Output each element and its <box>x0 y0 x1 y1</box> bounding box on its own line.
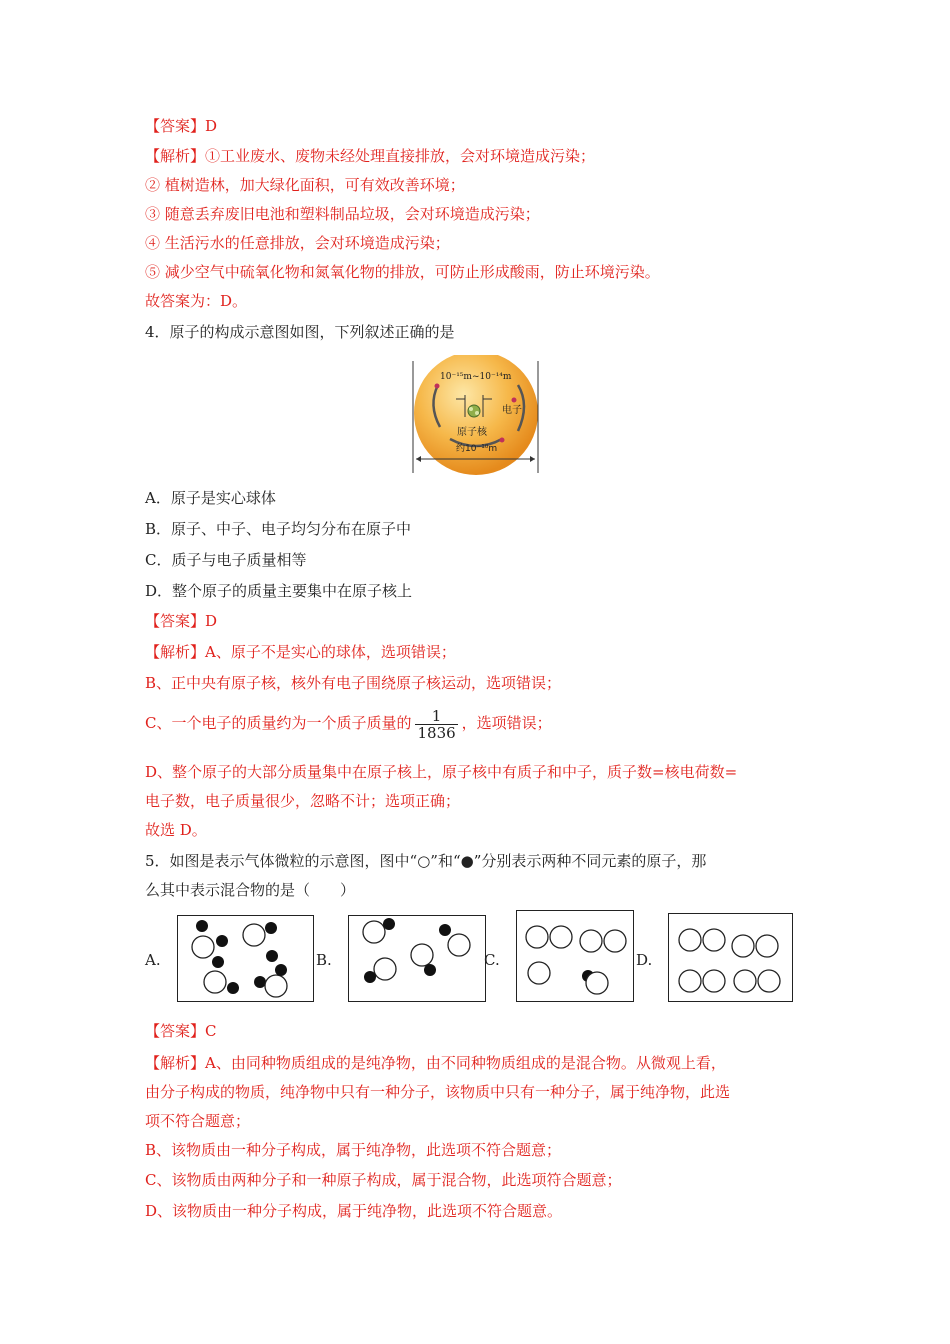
nucleus <box>468 405 480 417</box>
black-atom <box>364 971 376 983</box>
q5-analysis-line-1 <box>145 1053 726 1073</box>
answer-value: D <box>205 117 218 135</box>
q5-choice-d-figure <box>668 913 793 1006</box>
black-atom <box>212 956 224 968</box>
white-atom <box>580 930 602 952</box>
q5-stem-line-1: 5．如图是表示气体微粒的示意图，图中“○”和“●”分别表示两种不同元素的原子，那 <box>145 852 707 870</box>
particles-d <box>668 913 793 1002</box>
q5-analysis-line-4: B、该物质由一种分子构成，属于纯净物，此选项不符合题意； <box>145 1141 562 1159</box>
label-size: 约10⁻¹⁰m <box>456 444 498 454</box>
white-atom <box>734 970 756 992</box>
q3-analysis-line-5: ⑤ 减少空气中硫氧化物和氮氧化物的排放，可防止形成酸雨，防止环境污染。 <box>145 263 660 281</box>
answer-tag: 【答案】 <box>145 117 206 135</box>
black-atom <box>227 982 239 994</box>
q4-analysis-d-2: 电子数，电子质量很少，忽略不计；选项正确； <box>145 792 461 810</box>
black-atom <box>266 950 278 962</box>
electron-dot-2 <box>512 398 517 403</box>
q4-option-a: A．原子是实心球体 <box>145 489 276 507</box>
white-atom <box>756 935 778 957</box>
q5-choice-a-figure <box>177 915 314 1006</box>
electron-dot-3 <box>500 438 505 443</box>
white-atom <box>528 962 550 984</box>
nucleon-2 <box>475 411 479 415</box>
arrow-head-right <box>530 456 535 462</box>
atom-structure-figure <box>410 355 542 481</box>
white-atom <box>363 921 385 943</box>
q3-analysis-line-2: ② 植树造林，加大绿化面积，可有效改善环境； <box>145 176 465 194</box>
q4-conclusion: 故选 D。 <box>145 821 207 839</box>
particles-a <box>177 915 314 1002</box>
label-top: 10⁻¹⁵m~10⁻¹⁴m <box>440 372 512 382</box>
white-atom <box>265 975 287 997</box>
analysis-text: ①工业废水、废物未经处理直接排放，会对环境造成污染； <box>205 147 596 165</box>
fraction <box>415 708 457 741</box>
white-atom <box>448 934 470 956</box>
q3-analysis-line-3: ③ 随意丢弃废旧电池和塑料制品垃圾，会对环境造成污染； <box>145 205 540 223</box>
black-atom <box>196 920 208 932</box>
analysis-text: A、原子不是实心的球体，选项错误； <box>205 643 456 661</box>
q4-analysis-a <box>145 642 456 662</box>
white-atom <box>586 972 608 994</box>
white-atom <box>411 944 433 966</box>
q5-analysis-line-3: 项不符合题意； <box>145 1112 251 1130</box>
white-atom <box>192 936 214 958</box>
label-electron: 电子 <box>502 405 522 416</box>
answer-tag: 【答案】 <box>145 612 206 630</box>
arrow-head-left <box>416 456 421 462</box>
particles-b <box>348 915 486 1002</box>
q5-answer <box>145 1021 217 1041</box>
q5-choice-b-label: B. <box>316 951 332 969</box>
q4-option-d: D．整个原子的质量主要集中在原子核上 <box>145 582 413 600</box>
q3-conclusion: 故答案为：D。 <box>145 292 248 310</box>
q5-choice-a-label: A. <box>145 951 161 969</box>
q5-analysis-line-5: C、该物质由两种分子和一种原子构成，属于混合物，此选项符合题意； <box>145 1171 622 1189</box>
analysis-text: A、由同种物质组成的是纯净物，由不同种物质组成的是混合物。从微观上看， <box>205 1054 726 1072</box>
q5-stem-line-2: 么其中表示混合物的是（ ） <box>145 881 356 899</box>
q5-choice-c-label: C. <box>484 951 500 969</box>
black-atom <box>439 924 451 936</box>
particles-c <box>516 910 634 1002</box>
q5-analysis-line-6: D、该物质由一种分子构成，属于纯净物，此选项不符合题意。 <box>145 1202 563 1220</box>
q3-analysis-line-4: ④ 生活污水的任意排放，会对环境造成污染； <box>145 234 450 252</box>
answer-value: C <box>205 1022 217 1040</box>
q5-analysis-line-2: 由分子构成的物质，纯净物中只有一种分子，该物质中只有一种分子，属于纯净物，此选 <box>145 1083 731 1101</box>
q5-choice-b-figure <box>348 915 486 1006</box>
q4-option-b: B．原子、中子、电子均匀分布在原子中 <box>145 520 412 538</box>
frame <box>517 911 634 1002</box>
answer-value: D <box>205 612 218 630</box>
analysis-tag: 【解析】 <box>145 1054 206 1072</box>
atom-diagram <box>410 355 542 477</box>
black-atom <box>424 964 436 976</box>
black-atom <box>275 964 287 976</box>
q5-choice-d-label: D. <box>636 951 653 969</box>
white-atom <box>679 929 701 951</box>
white-atom <box>243 924 265 946</box>
white-atom <box>703 929 725 951</box>
white-atom <box>679 970 701 992</box>
q4-stem: 4．原子的构成示意图如图，下列叙述正确的是 <box>145 323 455 341</box>
q4-analysis-b: B、正中央有原子核，核外有电子围绕原子核运动，选项错误； <box>145 674 562 692</box>
analysis-tag: 【解析】 <box>145 147 206 165</box>
fraction-numerator: 1 <box>431 706 442 725</box>
q4-analysis-c <box>145 706 552 741</box>
white-atom <box>550 926 572 948</box>
white-atom <box>758 970 780 992</box>
q4-analysis-d-1: D、整个原子的大部分质量集中在原子核上，原子核中有质子和中子，质子数=核电荷数= <box>145 763 738 781</box>
q5-choice-c-figure <box>516 910 634 1006</box>
analysis-text: ，选项错误； <box>461 714 552 732</box>
nucleon-1 <box>469 407 473 411</box>
white-atom <box>732 935 754 957</box>
black-atom <box>265 922 277 934</box>
fraction-denominator: 1836 <box>417 723 456 742</box>
black-atom <box>216 935 228 947</box>
label-nucleus: 原子核 <box>457 427 487 438</box>
electron-dot-1 <box>435 384 440 389</box>
black-atom <box>254 976 266 988</box>
analysis-text: C、一个电子的质量约为一个质子质量的 <box>145 714 412 732</box>
black-atom <box>383 918 395 930</box>
q4-answer <box>145 611 217 631</box>
white-atom <box>374 958 396 980</box>
white-atom <box>204 971 226 993</box>
q3-analysis-line-1 <box>145 146 595 166</box>
analysis-tag: 【解析】 <box>145 643 206 661</box>
q4-option-c: C．质子与电子质量相等 <box>145 551 307 569</box>
answer-tag: 【答案】 <box>145 1022 206 1040</box>
white-atom <box>526 926 548 948</box>
white-atom <box>703 970 725 992</box>
white-atom <box>604 930 626 952</box>
q3-answer <box>145 116 217 136</box>
